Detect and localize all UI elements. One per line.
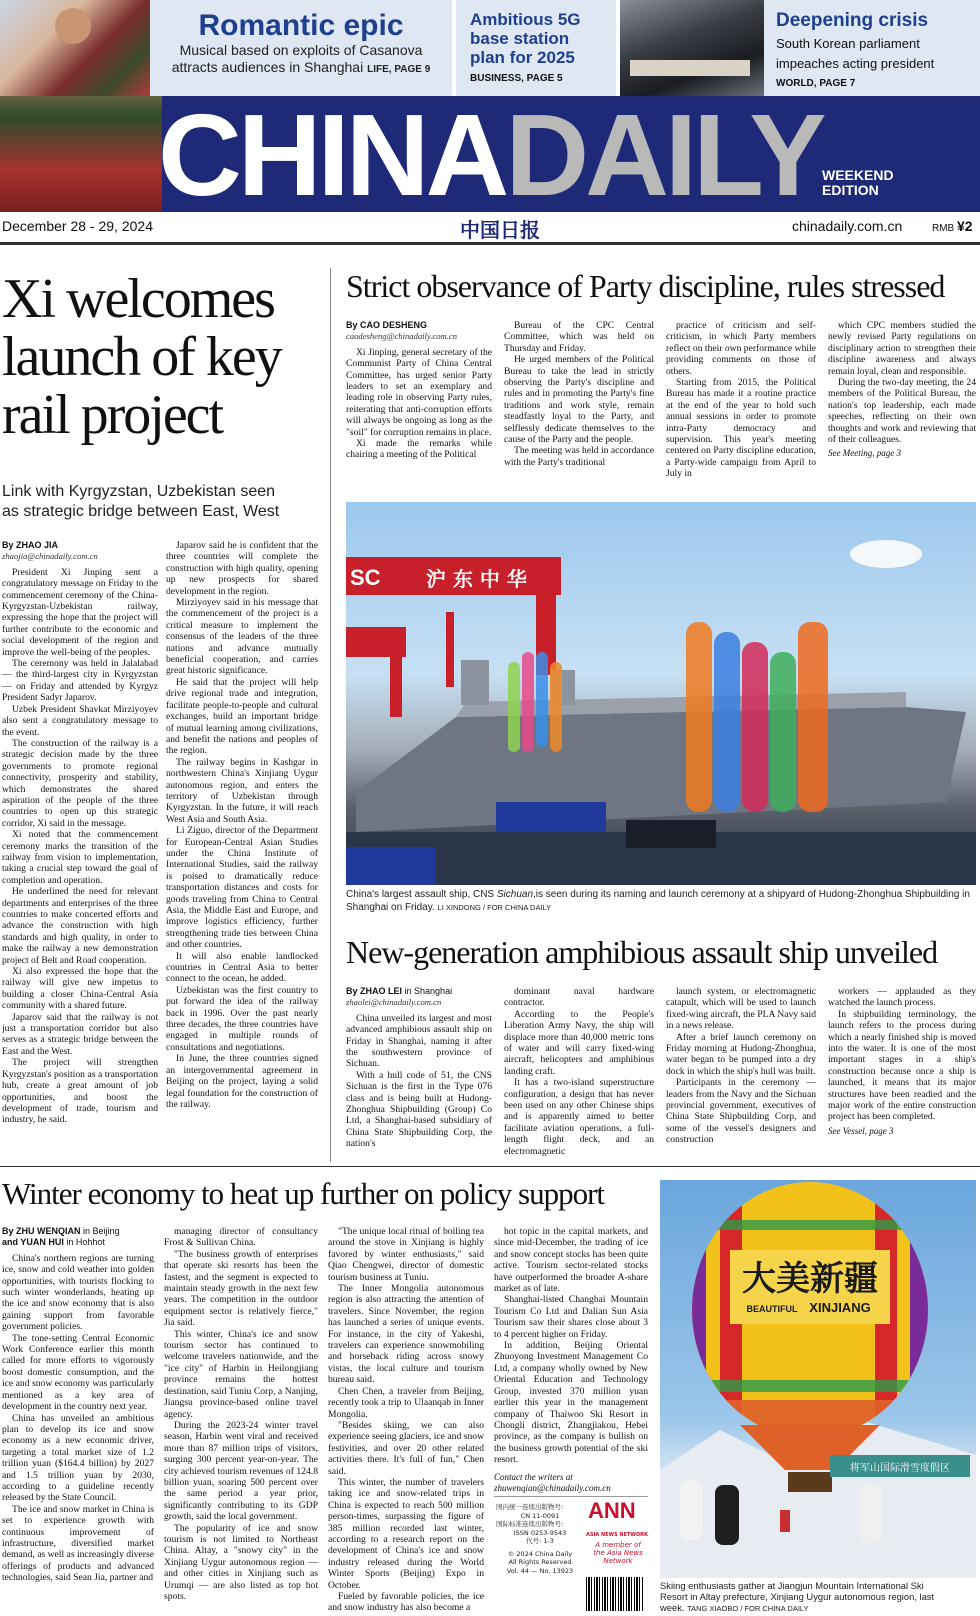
ship-col-1 (346, 986, 492, 1158)
ship-photo-credit: LI XINDONG / FOR CHINA DAILY (437, 903, 552, 912)
ann-member-note (588, 1541, 648, 1565)
strict-col-1 (346, 320, 492, 488)
balloon-en-text-2: XINJIANG (809, 1300, 871, 1315)
ship-island-1 (461, 660, 489, 705)
ship-caption-pre: China's largest assault ship, CNS (346, 889, 497, 900)
crowd-block (626, 820, 716, 848)
strict-col-3 (666, 320, 816, 488)
chinese-name-logo: 中国日报 (460, 218, 540, 242)
strict-para: Xi Jinping, general secretary of the Communist Party of China Central Committee, has urged senior Party leaders to set an exemplary and leading role in observing Party rules, reiterating that anti-corruption efforts will always be ongoing as long as the "soil" for corruption remains in place. (346, 346, 492, 438)
strict-headline[interactable]: Strict observance of Party discipline, rules stressed (346, 268, 945, 304)
strict-col-2 (504, 320, 654, 488)
imprint-line: ISSN 0253-9543 (513, 1528, 567, 1537)
xi-deck-l1: Link with Kyrgyzstan, Uzbekistan seen (2, 483, 276, 500)
teaser-business-title-l1: Ambitious 5G (470, 10, 581, 29)
strict-para: Xi made the remarks while chairing a meeting of the Political (346, 438, 492, 461)
xi-deck (2, 482, 322, 522)
crane-text: 沪 东 中 华 (426, 567, 527, 591)
ship-caption-post: ,is seen during its naming and launch ceremony at a shipyard of Hudong-Zhonghua Shipbuilding in Shanghai on Friday. (346, 889, 970, 913)
smoke-plume (770, 652, 796, 812)
smoke-plume (536, 652, 548, 747)
winter-byline-1 (2, 1226, 154, 1237)
xi-para: The railway begins in Kashgar in northwestern China's Xinjiang Uygur autonomous region, and enters the territory of Uzbekistan through Kyrgyzstan. In the future, it will reach West Asia and South Asia. (166, 756, 318, 825)
winter-para: "Besides skiing, we can also experience seeing glaciers, ice and snow festivities, and over 20 other related activities there. It's full of fun," Chen said. (328, 1419, 484, 1477)
strict-para: The meeting was held in accordance with the Party's traditional (504, 445, 654, 468)
winter-para: The tone-setting Central Economic Work Conference earlier this month called for more efforts to vigorously boost domestic consumption, and the ice and snow economy was particularly mentioned as a key area of development in the country next year. (2, 1332, 154, 1413)
ship-photo-caption (346, 888, 976, 914)
ship-para: After a brief launch ceremony on Friday morning at Hudong-Zhonghua, water began to be pumped into a dry dock in which the ship's hull was built. (666, 1031, 816, 1077)
balloon-en-text-1: BEAUTIFUL (746, 1304, 798, 1314)
imprint-codes (496, 1503, 584, 1575)
teaser-life-title: Romantic epic (198, 9, 404, 42)
xi-para: He said that the project will help drive regional trade and integration, facilitate people-to-people and cultural exchanges, build an important bridge of mutual learning among civilizations, and benefit the nations and peoples of the region. (166, 676, 318, 757)
teaser-life-line1: Musical based on exploits of Casanova (179, 42, 423, 58)
winter-headline[interactable]: Winter economy to heat up further on policy support (2, 1176, 605, 1211)
xi-para: Japarov said he is confident that the three countries will complete the construction with high quality, opening up new prospects for shared development in the region. (166, 540, 318, 597)
strict-para: Bureau of the CPC Central Committee, which was held on Thursday and Friday. (504, 320, 654, 354)
top-teasers (0, 0, 980, 96)
teaser-business-title-l2: base station (470, 29, 570, 48)
xi-para: Xi also expressed the hope that the railway will give new impetus to building a closer China-Central Asia community with a shared future. (2, 966, 158, 1012)
ship-para: According to the People's Liberation Army Navy, the ship will displace more than 40,000 metric tons of water and will carry fixed-wing aircraft, helicopters and amphibious landing craft. (504, 1008, 654, 1077)
logo-daily: DAILY (505, 96, 823, 212)
imprint-line: CN 11-0091 (520, 1511, 560, 1520)
balloon-photo-art (660, 1180, 976, 1578)
balloon-photo-caption (660, 1580, 976, 1614)
skier (780, 1510, 790, 1532)
winter-para: This winter, the number of travelers taking ice and snow-related trips in China is expected to reach 500 million person-times, surpassing the figure of 385 million recorded last winter, according to a research report on the development of China's ice and snow industry released during the World Winter Sports (Beijing) Expo in October. (328, 1476, 484, 1591)
skier (715, 1485, 739, 1545)
balloon-caption-l1: Skiing enthusiasts gather at Jiangjun Mountain International Ski (660, 1580, 924, 1591)
resort-sign-text: 将军山国际滑雪度假区 (850, 1463, 950, 1474)
china-daily-logo[interactable] (158, 96, 823, 212)
xi-para: Uzbek President Shavkat Mirziyoyev also sent a congratulatory message to the event. (2, 703, 158, 738)
winter-para: Fueled by favorable policies, the ice and snow industry has also become a (328, 1591, 484, 1614)
skier (680, 1480, 702, 1540)
imprint-line: © 2024 China Daily (507, 1549, 573, 1558)
teaser-life-line2: attracts audiences in Shanghai (171, 59, 364, 75)
ann-logo: ANN (588, 1498, 636, 1523)
balloon-cn-text: 大美新疆 (742, 1259, 878, 1299)
ship-para: launch system, or electromagnetic catapult, which will be used to launch fixed-wing aircraft, the PLA Navy said in a news release. (666, 986, 816, 1032)
teaser-life[interactable] (0, 0, 452, 96)
smoke-plume (742, 642, 768, 812)
balloon-basket (788, 1472, 832, 1492)
strict-para: Starting from 2015, the Political Bureau has made it a routine practice at the end of the year to hold such annual sessions in order to promote intra-Party democracy and supervision. This year's meeting centered on Party discipline education, a Party-wide campaign from April to July in (666, 377, 816, 480)
balloon-photo (660, 1180, 976, 1578)
teaser-world-photo (620, 0, 764, 96)
winter-para: China has unveiled an ambitious plan to develop its ice and snow economy as a new economic driver, targeting a total market size of 1.2 trillion yuan ($164.4 billion) by 2027 and 1.5 trillion yuan by 2030, according to a guideline recently released by the State Council. (2, 1412, 154, 1504)
teaser-business-title-l3: plan for 2025 (470, 48, 575, 67)
xi-email[interactable]: zhaojia@chinadaily.com.cn (2, 551, 98, 562)
xi-headline-l3: rail project (2, 384, 223, 446)
strict-para: During the two-day meeting, the 24 members of the Political Bureau, the nation's top leadership, each made speeches, reflecting on their own thoughts and work and reviewing that of their colleagues. (828, 377, 976, 446)
xi-col-1 (2, 540, 158, 1158)
balloon-caption-l2: Resort in Altay prefecture, Xinjiang Uygur autonomous region, last (660, 1591, 935, 1602)
column-divider (330, 268, 331, 1162)
winter-col-2 (164, 1226, 318, 1614)
winter-para: "The business growth of enterprises that operate ski resorts has been the fastest, and the segment is expected to maintain steady growth in the next few years. The competition in the outdoor equipment sector is relatively fierce," Jia said. (164, 1248, 318, 1329)
winter-contact-label: Contact the writers at (494, 1471, 573, 1482)
cloud (850, 540, 922, 568)
imprint-line: 代号: 1-3 (526, 1537, 554, 1545)
masthead (0, 96, 980, 212)
ship-para: With a hull code of 51, the CNS Sichuan is the first in the Type 076 class and is being built at Hudong-Zhonghua Shipbuilding (Group) Co Ltd, a Shanghai-based subsidiary of China State Shipbuilding Corp, the nation's (346, 1069, 492, 1150)
winter-para: The Inner Mongolia autonomous region is also attracting the attention of travelers. Since November, the region has launched a series of unique events. For instance, in the city of Yakeshi, travelers can experience snowmobiling and horseback riding across snowy vistas, the local culture and tourism bureau said. (328, 1283, 484, 1386)
ship-para: It has a two-island superstructure configuration, a design that has never been used on any other Chinese ships and is apparently aimed to better facilitate aviation operations, a full-length flight deck, and an electromagnetic (504, 1077, 654, 1157)
ship-col-3 (666, 986, 816, 1158)
crane-mast (446, 612, 454, 687)
edition-label (822, 168, 894, 198)
strict-para: He urged members of the Political Bureau to take the lead in strictly observing the Party's discipline and rules and in promoting the Party's fine traditions and work style, remain steadfastly loyal to the Party, and selflessly dedicate themselves to the cause of the Party and the people. (504, 354, 654, 446)
ship-byline-name: By ZHAO LEI (346, 986, 403, 996)
winter-para: hot topic in the capital markets, and since mid-December, the trading of ice and snow concept stocks has been quite active. Tourism sector-related stocks have outperformed the broader A-share market as of late. (494, 1226, 648, 1295)
smoke-plume (686, 622, 712, 812)
imprint-line: 国际标准连续出版物号: (496, 1520, 564, 1528)
crane-post (390, 657, 402, 717)
teaser-world-page: WORLD, PAGE 7 (776, 78, 856, 89)
winter-col-4 (494, 1226, 648, 1494)
ann-member-l2: the Asia News (593, 1549, 643, 1557)
smoke-plume (550, 662, 562, 752)
imprint-line: 国内统一连续出版物号: (496, 1503, 564, 1511)
ann-member-l3: Network (603, 1557, 633, 1565)
winter-para: managing director of consultancy Frost & Sullivan China. (164, 1226, 318, 1249)
balloon-caption-l3: week. (660, 1602, 685, 1613)
imprint-line: All Rights Reserved (508, 1558, 572, 1566)
xi-para: He underlined the need for relevant departments and enterprises of the three countries to make concerted efforts and advance the construction with high standards and high quality, in order to make the railway a new demonstration project of Belt and Road cooperation. (2, 886, 158, 966)
xi-para: The construction of the railway is a strategic decision made by the three governments to promote regional connectivity, prosperity and stability, which demonstrates the shared aspiration of the people of the three countries to open up this strategic corridor, Xi said in the message. (2, 737, 158, 829)
section-rule (0, 1166, 980, 1167)
skier (860, 1485, 882, 1543)
ann-member-l1: A member of (595, 1541, 641, 1549)
ship-byline-loc: in Shanghai (404, 986, 453, 996)
winter-col-3 (328, 1226, 484, 1614)
xi-para: President Xi Jinping sent a congratulatory message on Friday to the commencement ceremony of the China-Kyrgyzstan-Uzbekistan railway, expressing the hope that the project will further contribute to the economic and social development of the region and improve the well-being of the peoples. (2, 566, 158, 658)
winter-para: The popularity of ice and snow tourism is not limited to Northeast China. Altay, a "snowy city" in the Xinjiang Uygur autonomous region — and other cities in Xinjiang such as Urumqi — are also listed as top hot spots. (164, 1522, 318, 1602)
header-rule (0, 242, 980, 245)
barcode (586, 1577, 644, 1611)
strict-byline: By CAO DESHENG (346, 320, 428, 330)
ship-headline[interactable]: New-generation amphibious assault ship unveiled (346, 934, 938, 970)
winter-col-1 (2, 1226, 154, 1614)
smoke-plume (522, 652, 534, 752)
xi-para: Mirziyoyev said in his message that the commencement of the project is a critical measure to implement the consensus of the leaders of the three nations and advance mutually beneficial cooperation, and carries great historic significance. (166, 597, 318, 677)
crowd-block (346, 847, 436, 885)
teaser-world-line2: impeaches acting president (776, 56, 935, 71)
winter-para: In addition, Beijing Oriental Zhuoyong Investment Management Co Ltd, a company wholly owned by New Oriental Education and Technology Group, invested 370 million yuan earlier this year in the management company of Thaiwoo Ski Resort in Chongli district, Zhangjiakou, Hebei province, as the company is bullish on the business growth potential of the ski resort. (494, 1340, 648, 1466)
winter-para: The ice and snow market in China is set to experience growth with continuous improvement of infrastructure, diversified market demand, as well as increasingly diverse offerings of products and advanced technologies, said Sean Jia, partner and (2, 1503, 154, 1584)
ship-email[interactable]: zhaolei@chinadaily.com.cn (346, 997, 442, 1008)
xi-para: Japarov said that the railway is not just a transportation corridor but also serves as a strategic bridge between the East and the West. (2, 1011, 158, 1057)
smoke-plume (714, 632, 740, 812)
winter-para: During the 2023-24 winter travel season, Harbin went viral and received more than 87 million trips of visitors, surging 300 percent year-on-year. The city achieved tourism revenues of 124.8 billion yuan, soaring 500 percent over the same period a year prior, significantly contributing to its GDP growth, said the local government. (164, 1419, 318, 1523)
teaser-world[interactable] (620, 0, 980, 96)
ship-photo (346, 502, 976, 885)
teaser-world-title: Deepening crisis (776, 10, 929, 31)
xi-headline-l1: Xi welcomes (2, 268, 274, 330)
dateline (0, 212, 980, 242)
imprint-line: Vol. 44 — No. 13923 (506, 1566, 574, 1575)
price-value: ¥2 (957, 218, 973, 234)
teaser-business[interactable] (456, 0, 616, 96)
balloon-photo-credit: TANG XIAOBO / FOR CHINA DAILY (687, 1604, 809, 1613)
strict-email[interactable]: caodesheng@chinadaily.com.cn (346, 331, 458, 342)
ship-see-link[interactable]: See Vessel, page 3 (828, 1125, 894, 1136)
xi-headline-l2: launch of key (2, 326, 281, 388)
ship-col-4 (828, 986, 976, 1158)
winter-byline-2-name: and YUAN HUI (2, 1237, 64, 1248)
winter-byline-2-loc: in Hohhot (66, 1237, 105, 1248)
xi-para: In June, the three countries signed an intergovernmental agreement in Beijing on the project, laying a solid legal foundation for the construction of the railway. (166, 1053, 318, 1110)
smoke-plume (508, 662, 520, 752)
teaser-business-page: BUSINESS, PAGE 5 (470, 73, 563, 84)
xi-para: Li Ziguo, director of the Department for European-Central Asian Studies under the China Institute of International Studies, said the railway is poised to dramatically reduce transportation distances and costs for goods traveling from China to Central Asia, the Middle East and Europe, and improve logistics efficiency, further strengthening trade ties between China and other countries. (166, 825, 318, 951)
xi-para: Uzbekistan was the first country to put forward the idea of the railway back in 1996. Over the past nearly three decades, the three countries have engaged in multiple rounds of consultations and negotiations. (166, 984, 318, 1053)
xi-byline: By ZHAO JIA (2, 540, 59, 550)
ship-para: workers — applauded as they watched the launch process. (828, 986, 976, 1009)
price-currency: RMB (932, 223, 955, 234)
xi-headline[interactable] (2, 270, 322, 444)
winter-para: Shanghai-listed Changbai Mountain Tourism Co Ltd and Dalian Sun Asia Tourism saw their shares close about 3 to 4 percent higher on Friday. (494, 1294, 648, 1340)
ship-col-2 (504, 986, 654, 1158)
ann-subtitle: ASIA NEWS NETWORK (586, 1532, 648, 1538)
winter-para: Chen Chen, a traveler from Beijing, recently took a trip to Ulaanqab in Inner Mongolia. (328, 1385, 484, 1420)
strict-col-4 (828, 320, 976, 488)
imprint-box (494, 1496, 648, 1614)
logo-china: CHINA (158, 96, 506, 212)
xi-deck-l2: as strategic bridge between East, West (2, 503, 280, 520)
winter-byline-1-name: By ZHU WENQIAN (2, 1226, 81, 1236)
ship-para: dominant naval hardware contractor. (504, 986, 654, 1009)
ship-caption-name: Sichuan (496, 889, 534, 900)
winter-byline-1-loc: in Beijing (83, 1226, 120, 1236)
teaser-life-page: LIFE, PAGE 9 (367, 64, 431, 75)
ship-hull (356, 707, 966, 832)
xi-para: The ceremony was held in Jalalabad — the third-largest city in Kyrgyzstan — on Friday and attended by Kyrgyz President Sadyr Japarov. (2, 658, 158, 704)
smoke-plume (798, 622, 828, 812)
xi-col-2 (166, 540, 318, 1158)
price (932, 218, 973, 234)
strict-para: which CPC members studied the newly revised Party regulations on disciplinary action to strengthen their discipline awareness and always remain loyal, clean and responsible. (828, 320, 976, 377)
ship-photo-art (346, 502, 976, 885)
winter-para: This winter, China's ice and snow tourism sector has continued to welcome travelers nationwide, and the "ice city" of Harbin in Heilongjiang province remains the hottest destination, said Tuniu Corp, a Nanjing, Jiangsu province-based online travel agency. (164, 1328, 318, 1420)
ship-para: Participants in the ceremony — leaders from the Navy and the Sichuan provincial government, executives of China State Shipbuilding Corp, and some of the vessel's designers and construction (666, 1077, 816, 1146)
strict-para: practice of criticism and self-criticism, in which Party members reflect on their own performance while providing comments on those of others. (666, 320, 816, 377)
crane-arm (346, 627, 406, 657)
xi-para: Xi noted that the commencement ceremony marks the transition of the railway from vision to implementation, taking a crucial step toward the goal of completion and operation. (2, 829, 158, 886)
teaser-world-line1: South Korean parliament (776, 36, 920, 51)
website-link[interactable]: chinadaily.com.cn (792, 218, 903, 234)
ship-byline (346, 986, 492, 997)
crowd-block (496, 802, 606, 832)
ship-para: In shipbuilding terminology, the launch refers to the process during which a nearly finished ship is moved into the water. It is one of the most important stages in a ship's construction because once a ship is launched, it means that its major structures have been readied and the major work of the entire construction project has been completed. (828, 1008, 976, 1123)
teaser-life-photo (0, 0, 150, 96)
strict-see-link[interactable]: See Meeting, page 3 (828, 448, 901, 459)
masthead-photo (0, 96, 162, 212)
winter-contact-email[interactable]: zhuwenqian@chinadaily.com.cn (494, 1482, 611, 1493)
xi-para: It will also enable landlocked countries in Central Asia to better connect to the ocean, he added. (166, 950, 318, 985)
edition-label-l2: EDITION (822, 182, 879, 198)
winter-para: "The unique local ritual of boiling tea around the stove in Xinjiang is highly favored by winter enthusiasts," said Qiao Chengwei, director of domestic tourism business at Tuniu. (328, 1226, 484, 1283)
edition-label-l1: WEEKEND (822, 167, 894, 183)
ship-para: China unveiled its largest and most advanced amphibious assault ship on Friday in Shanghai, naming it after the southwestern province of Sichuan. (346, 1012, 492, 1070)
issue-date: December 28 - 29, 2024 (2, 218, 153, 234)
xi-para: The project will strengthen Kyrgyzstan's position as a transportation hub, create a great amount of job opportunities, and boost the development of trade, tourism and industry, he said. (2, 1057, 158, 1126)
winter-para: China's northern regions are turning ice, snow and cold weather into golden opportunities, with tourists flocking to such winter wonderlands, heating up the ice and snow economy that is also gaining support from favorable government policies. (2, 1252, 154, 1333)
crane-logo: SC (350, 565, 381, 590)
winter-byline-2 (2, 1237, 154, 1248)
